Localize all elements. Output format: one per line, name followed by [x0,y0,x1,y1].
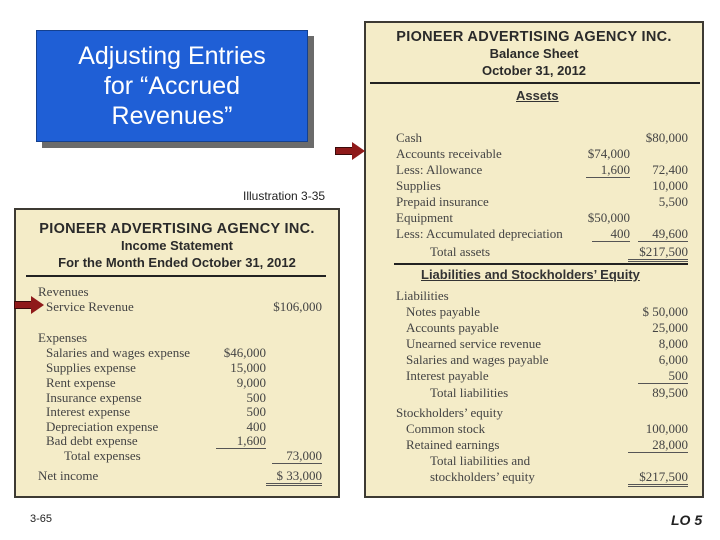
bs-liability-value: $ 50,000 [642,304,688,319]
is-expense-label: Salaries and wages expense [46,345,191,360]
is-expense-value: 400 [246,419,266,434]
is-total-expenses-label: Total expenses [64,448,141,463]
is-expense-value: 1,600 [216,433,266,449]
is-net-income-value: $ 33,000 [266,468,322,486]
bs-liability-label: Salaries and wages payable [406,352,549,367]
bs-prepaid-label: Prepaid insurance [396,194,489,209]
is-revenues-label: Revenues [38,284,89,299]
learning-objective: LO 5 [671,512,703,528]
is-expense-label: Supplies expense [46,360,136,375]
bs-cash-label: Cash [396,130,422,145]
is-expense-label: Insurance expense [46,390,142,405]
bs-supplies-value: 10,000 [652,178,688,193]
bs-liability-label: Unearned service revenue [406,336,541,351]
slide-title [36,30,308,142]
is-service-revenue-value: $106,000 [273,299,322,314]
is-expense-label: Interest expense [46,404,131,419]
bs-liability-label: Accounts payable [406,320,499,335]
bs-accum-dep-value: 400 [592,226,630,242]
is-expense-value: 9,000 [236,375,266,390]
bs-liabilities-label: Liabilities [396,288,449,303]
is-expense-value: 15,000 [230,360,266,375]
bs-allowance-label: Less: Allowance [396,162,483,177]
bs-total-liabilities-label: Total liabilities [430,385,509,400]
bs-common-stock-label: Common stock [406,421,486,436]
arrow-right-icon [14,298,44,312]
bs-liability-label: Interest payable [406,368,489,383]
is-expense-label: Depreciation expense [46,419,159,434]
is-expense-value: 500 [246,404,266,419]
is-expense-label: Bad debt expense [46,433,138,448]
is-expense-value: $46,000 [223,345,266,360]
title-line-1: Adjusting Entries [78,42,266,70]
bs-total-assets-label: Total assets [430,244,491,259]
slide-number: 3-65 [30,513,53,525]
bs-assets-header: Assets [516,88,559,103]
bs-retained-value: 28,000 [628,437,688,453]
bs-liability-label: Notes payable [406,304,481,319]
is-net-income-label: Net income [38,468,99,483]
is-expenses-label: Expenses [38,330,88,345]
bs-liability-value: 500 [638,368,688,384]
title-line-3: Revenues” [111,102,233,130]
bs-date: October 31, 2012 [481,63,587,78]
is-service-revenue-label: Service Revenue [46,299,134,314]
bs-common-stock-value: 100,000 [645,421,688,436]
is-expense-value: 500 [246,390,266,405]
bs-cash-value: $80,000 [645,130,688,145]
illustration-caption: Illustration 3-35 [243,189,326,203]
bs-statement-name: Balance Sheet [489,46,579,61]
bs-liability-value: 6,000 [658,352,688,367]
bs-company-name: PIONEER ADVERTISING AGENCY INC. [396,29,672,45]
bs-total-liabilities-value: 89,500 [652,385,688,400]
bs-header-rule [370,82,700,84]
bs-equipment-value: $50,000 [587,210,630,225]
is-company-name: PIONEER ADVERTISING AGENCY INC. [39,221,315,237]
bs-accum-dep-label: Less: Accumulated depreciation [396,226,563,241]
bs-prepaid-value: 5,500 [658,194,688,209]
is-statement-name: Income Statement [121,238,233,253]
bs-liability-value: 25,000 [652,320,688,335]
bs-ar-label: Accounts receivable [396,146,502,161]
is-expense-label: Rent expense [46,375,116,390]
bs-supplies-label: Supplies [396,178,441,193]
title-line-2: for “Accrued [103,72,241,100]
bs-ar-value: $74,000 [587,146,630,161]
bs-equity-label: Stockholders’ equity [396,405,503,420]
balance-sheet-panel [364,21,704,498]
arrow-right-icon [335,144,365,158]
bs-total-le-label-1: Total liabilities and [430,453,531,468]
bs-ar-net-value: 72,400 [652,162,688,177]
is-header-rule [26,275,326,277]
bs-total-le-label-2: stockholders’ equity [430,469,535,484]
bs-equipment-net-value: 49,600 [638,226,688,242]
bs-total-assets-value: $217,500 [628,244,688,262]
bs-equipment-label: Equipment [396,210,454,225]
bs-liability-value: 8,000 [658,336,688,351]
bs-liab-header: Liabilities and Stockholders’ Equity [421,267,640,282]
bs-total-le-value: $217,500 [628,469,688,487]
bs-allowance-value: 1,600 [586,162,630,178]
is-period: For the Month Ended October 31, 2012 [58,255,296,270]
income-statement-panel [14,208,340,498]
bs-retained-label: Retained earnings [406,437,500,452]
is-total-expenses-value: 73,000 [272,448,322,464]
bs-liab-rule [394,263,688,265]
